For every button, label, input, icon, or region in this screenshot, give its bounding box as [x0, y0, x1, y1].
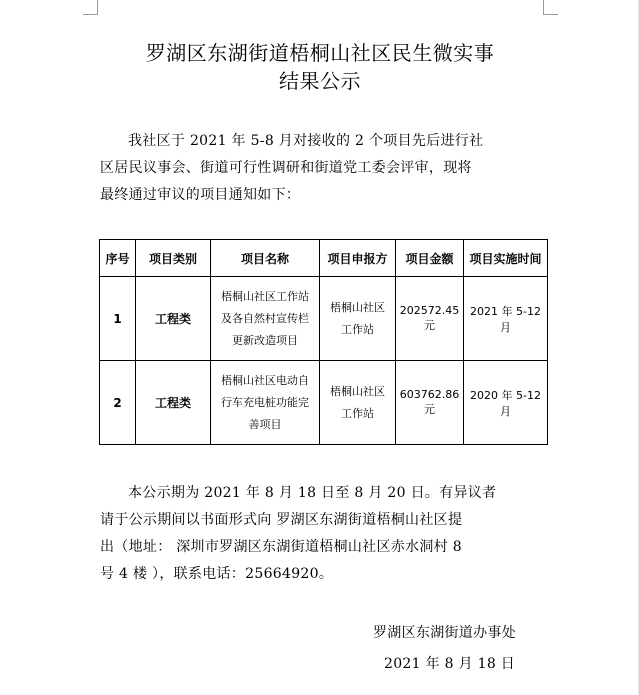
table-row	[100, 277, 548, 361]
cell-project-name	[211, 277, 320, 361]
header-cell-amount: 项目金额	[396, 240, 464, 277]
header-cell-category: 项目类别	[136, 240, 211, 277]
project-name-line: 善项目	[248, 417, 282, 431]
cell-category: 工程类	[136, 361, 211, 445]
cell-period: 2020 年 5-12 月	[464, 361, 548, 445]
notice-paragraph	[100, 480, 540, 588]
cell-applicant	[320, 277, 396, 361]
applicant-line: 梧桐山社区	[330, 384, 385, 398]
intro-line: 最终通过审议的项目通知如下：	[100, 187, 301, 203]
project-name-line: 梧桐山社区电动自	[221, 373, 309, 387]
project-name-line: 行车充电桩功能完	[221, 395, 309, 409]
document-title-line-2: 结果公示	[279, 69, 361, 93]
cell-amount: 603762.86 元	[396, 361, 464, 445]
applicant-line: 工作站	[341, 406, 374, 420]
intro-paragraph	[100, 128, 540, 209]
cell-category: 工程类	[136, 277, 211, 361]
header-cell-no: 序号	[100, 240, 136, 277]
signature-date: 2021 年 8 月 18 日	[384, 656, 516, 672]
intro-line: 我社区于 2021 年 5-8 月对接收的 2 个项目先后进行社	[128, 133, 484, 149]
crop-mark-top-left	[83, 0, 98, 15]
table-row	[100, 361, 548, 445]
applicant-line: 工作站	[341, 322, 374, 336]
crop-mark-top-right	[543, 0, 558, 15]
project-name-line: 梧桐山社区工作站	[221, 289, 309, 303]
header-cell-name: 项目名称	[211, 240, 320, 277]
cell-period: 2021 年 5-12 月	[464, 277, 548, 361]
cell-applicant	[320, 361, 396, 445]
document-title-line-1: 罗湖区东湖街道梧桐山社区民生微实事	[145, 41, 495, 65]
cell-no: 1	[100, 277, 136, 361]
notice-line: 请于公示期间以书面形式向 罗湖区东湖街道梧桐山社区提	[100, 512, 463, 528]
project-table	[99, 239, 548, 445]
header-cell-period: 项目实施时间	[464, 240, 548, 277]
notice-line: 号 4 楼 ），联系电话：25664920。	[100, 566, 334, 582]
applicant-line: 梧桐山社区	[330, 300, 385, 314]
signature-organization: 罗湖区东湖街道办事处	[373, 625, 516, 641]
notice-line: 出（地址： 深圳市罗湖区东湖街道梧桐山社区赤水洞村 8	[100, 539, 462, 555]
table-header-row	[100, 240, 548, 277]
header-cell-applicant: 项目申报方	[320, 240, 396, 277]
cell-amount: 202572.45 元	[396, 277, 464, 361]
cell-project-name	[211, 361, 320, 445]
notice-line: 本公示期为 2021 年 8 月 18 日至 8 月 20 日。有异议者	[128, 485, 497, 501]
cell-no: 2	[100, 361, 136, 445]
project-name-line: 及各自然村宣传栏	[221, 311, 309, 325]
intro-line: 区居民议事会、街道可行性调研和街道党工委会评审，现将	[100, 160, 472, 176]
project-name-line: 更新改造项目	[232, 333, 298, 347]
